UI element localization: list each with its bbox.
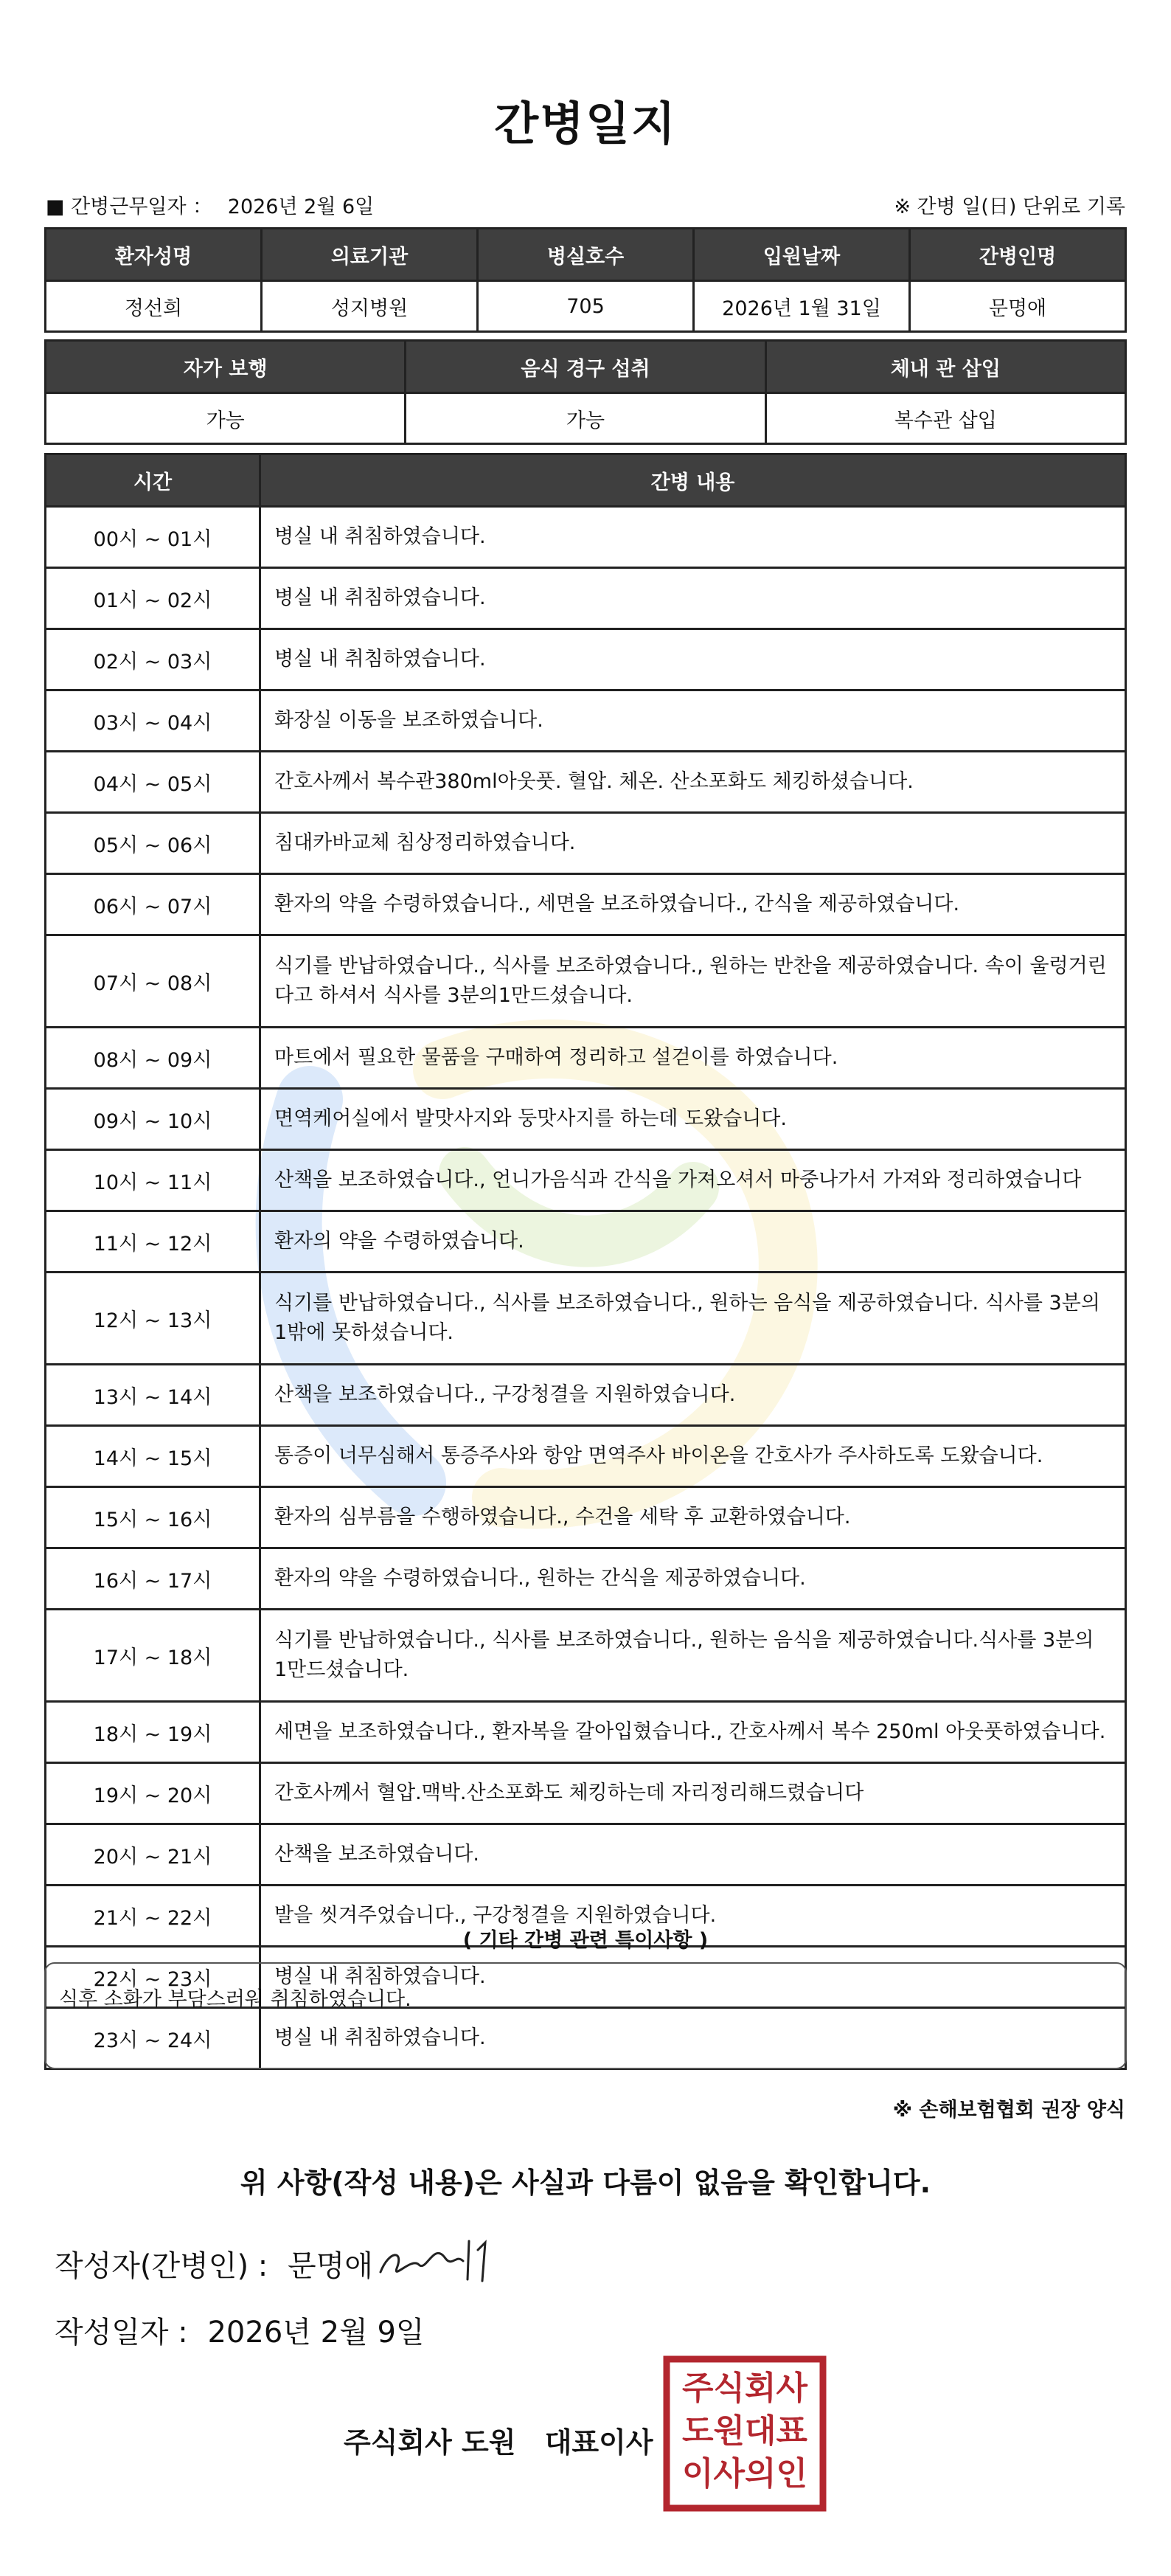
log-row (46, 1824, 1126, 1886)
unit-note: ※ 간병 일(日) 단위로 기록 (894, 195, 1125, 218)
log-time: 10시 ~ 11시 (46, 1150, 260, 1211)
log-content: 병실 내 취침하였습니다. (260, 629, 1126, 690)
header-admission-date: 입원날짜 (694, 229, 910, 281)
seal-text-line: 도원대표 (681, 2412, 808, 2450)
log-row (46, 1702, 1126, 1763)
writer-line (55, 2243, 373, 2285)
tube-value: 복수관 삽입 (765, 393, 1125, 444)
log-row (46, 1426, 1126, 1487)
confirmation-statement: 위 사항(작성 내용)은 사실과 다름이 없음을 확인합니다. (240, 2167, 931, 2199)
log-content: 간호사께서 복수관380ml아웃풋. 혈압. 체온. 산소포화도 체킹하셨습니다. (260, 752, 1126, 813)
work-date-value: 2026년 2월 6일 (227, 195, 375, 218)
log-time: 22시 ~ 23시 (46, 1947, 260, 2008)
log-row (46, 629, 1126, 690)
seal-text-line: 주식회사 (681, 2369, 808, 2407)
log-content: 통증이 너무심해서 통증주사와 항암 면역주사 바이온을 간호사가 주사하도록 도왔습니다. (260, 1426, 1126, 1487)
work-date-label: ■ 간병근무일자 ： (46, 195, 213, 218)
room-number: 705 (478, 281, 694, 332)
company-seal (662, 2355, 827, 2513)
log-time: 11시 ~ 12시 (46, 1211, 260, 1273)
log-content: 세면을 보조하였습니다., 환자복을 갈아입혔습니다., 간호사께서 복수 250ml 아웃풋하였습니다. (260, 1702, 1126, 1763)
log-time: 02시 ~ 03시 (46, 629, 260, 690)
log-content: 산책을 보조하였습니다. (260, 1824, 1126, 1886)
log-row (46, 752, 1126, 813)
oral-intake-value: 가능 (406, 393, 765, 444)
work-date (46, 190, 374, 219)
patient-status-table (44, 339, 1127, 445)
log-content: 병실 내 취침하였습니다. (260, 1947, 1126, 2008)
log-content: 환자의 약을 수령하였습니다. (260, 1211, 1126, 1273)
log-content: 산책을 보조하였습니다., 구강청결을 지원하였습니다. (260, 1365, 1126, 1426)
log-row (46, 1211, 1126, 1273)
log-time: 03시 ~ 04시 (46, 690, 260, 752)
log-row (46, 1273, 1126, 1365)
header-caregiver: 간병인명 (910, 229, 1126, 281)
admission-date: 2026년 1월 31일 (694, 281, 910, 332)
log-header-row (46, 454, 1126, 507)
written-date-label: 작성일자 : (55, 2316, 188, 2350)
company-line (344, 2420, 653, 2460)
log-row (46, 935, 1126, 1028)
patient-header-row (46, 229, 1126, 281)
log-time: 21시 ~ 22시 (46, 1886, 260, 1947)
log-time: 23시 ~ 24시 (46, 2008, 260, 2069)
header-walking: 자가 보행 (46, 341, 406, 393)
log-content: 면역케어실에서 발맛사지와 둥맛사지를 하는데 도왔습니다. (260, 1089, 1126, 1150)
log-content: 환자의 심부름을 수행하였습니다., 수건을 세탁 후 교환하였습니다. (260, 1487, 1126, 1548)
log-content: 병실 내 취침하였습니다. (260, 2008, 1126, 2069)
log-content: 발을 씻겨주었습니다., 구강청결을 지원하였습니다. (260, 1886, 1126, 1947)
log-time: 06시 ~ 07시 (46, 874, 260, 935)
hospital-name: 성지병원 (262, 281, 478, 332)
log-content: 식기를 반납하였습니다., 식사를 보조하였습니다., 원하는 음식을 제공하였습니다. 식사를 3분의 1밖에 못하셨습니다. (260, 1273, 1126, 1365)
header-oral-intake: 음식 경구 섭취 (406, 341, 765, 393)
log-time: 15시 ~ 16시 (46, 1487, 260, 1548)
log-row (46, 1610, 1126, 1702)
header-care-content: 간병 내용 (260, 454, 1126, 507)
log-content: 환자의 약을 수령하였습니다., 원하는 간식을 제공하였습니다. (260, 1548, 1126, 1610)
log-time: 00시 ~ 01시 (46, 507, 260, 568)
header-hospital: 의료기관 (262, 229, 478, 281)
header-time: 시간 (46, 454, 260, 507)
log-time: 09시 ~ 10시 (46, 1089, 260, 1150)
seal-text-line: 이사의인 (681, 2455, 808, 2493)
care-log-table (44, 453, 1127, 2070)
log-content: 병실 내 취침하였습니다. (260, 568, 1126, 629)
log-time: 01시 ~ 02시 (46, 568, 260, 629)
written-date-line (55, 2309, 425, 2351)
log-row (46, 874, 1126, 935)
log-content: 화장실 이동을 보조하였습니다. (260, 690, 1126, 752)
log-row (46, 813, 1126, 874)
log-time: 18시 ~ 19시 (46, 1702, 260, 1763)
log-time: 08시 ~ 09시 (46, 1028, 260, 1089)
log-content: 식기를 반납하였습니다., 식사를 보조하였습니다., 원하는 반찬을 제공하였습니다. 속이 울렁거린다고 하셔서 식사를 3분의1만드셨습니다. (260, 935, 1126, 1028)
page-title: 간병일지 (494, 97, 677, 150)
log-time: 07시 ~ 08시 (46, 935, 260, 1028)
header-tube: 체내 관 삽입 (765, 341, 1125, 393)
notes-box (44, 1962, 1127, 2069)
log-row (46, 1763, 1126, 1824)
company-name: 주식회사 도원 (344, 2426, 516, 2459)
status-value-row (46, 393, 1126, 444)
log-row (46, 568, 1126, 629)
log-content: 침대카바교체 침상정리하였습니다. (260, 813, 1126, 874)
recommend-note: ※ 손해보험협회 권장 양식 (892, 2099, 1125, 2122)
writer-name: 문명애 (287, 2249, 373, 2283)
caregiver-name: 문명애 (910, 281, 1126, 332)
log-time: 14시 ~ 15시 (46, 1426, 260, 1487)
patient-name: 정선희 (46, 281, 262, 332)
log-row (46, 1150, 1126, 1211)
log-row (46, 1089, 1126, 1150)
writer-label: 작성자(간병인) : (55, 2249, 268, 2283)
log-row (46, 690, 1126, 752)
log-row (46, 1548, 1126, 1610)
notes-text: 식후 소화가 부담스러워 취침하였습니다. (59, 1988, 411, 2011)
company-title: 대표이사 (544, 2426, 653, 2459)
signature-image (375, 2228, 500, 2290)
log-row (46, 1365, 1126, 1426)
log-row (46, 1028, 1126, 1089)
log-content: 마트에서 필요한 물품을 구매하여 정리하고 설걷이를 하였습니다. (260, 1028, 1126, 1089)
notes-title: ( 기타 간병 관련 특이사항 ) (462, 1929, 709, 1952)
log-time: 04시 ~ 05시 (46, 752, 260, 813)
log-content: 병실 내 취침하였습니다. (260, 507, 1126, 568)
log-row (46, 1487, 1126, 1548)
log-time: 17시 ~ 18시 (46, 1610, 260, 1702)
log-time: 12시 ~ 13시 (46, 1273, 260, 1365)
log-time: 16시 ~ 17시 (46, 1548, 260, 1610)
status-header-row (46, 341, 1126, 393)
log-content: 산책을 보조하였습니다., 언니가음식과 간식을 가져오셔서 마중나가서 가져와 정리하였습니다 (260, 1150, 1126, 1211)
header-patient-name: 환자성명 (46, 229, 262, 281)
log-time: 13시 ~ 14시 (46, 1365, 260, 1426)
log-time: 20시 ~ 21시 (46, 1824, 260, 1886)
log-content: 환자의 약을 수령하였습니다., 세면을 보조하였습니다., 간식을 제공하였습니다. (260, 874, 1126, 935)
patient-info-table (44, 227, 1127, 333)
header-room: 병실호수 (478, 229, 694, 281)
patient-value-row (46, 281, 1126, 332)
log-time: 19시 ~ 20시 (46, 1763, 260, 1824)
log-time: 05시 ~ 06시 (46, 813, 260, 874)
log-content: 식기를 반납하였습니다., 식사를 보조하였습니다., 원하는 음식을 제공하였습니다.식사를 3분의 1만드셨습니다. (260, 1610, 1126, 1702)
written-date-value: 2026년 2월 9일 (207, 2316, 425, 2350)
walking-value: 가능 (46, 393, 406, 444)
log-row (46, 507, 1126, 568)
log-content: 간호사께서 혈압.맥박.산소포화도 체킹하는데 자리정리해드렸습니다 (260, 1763, 1126, 1824)
